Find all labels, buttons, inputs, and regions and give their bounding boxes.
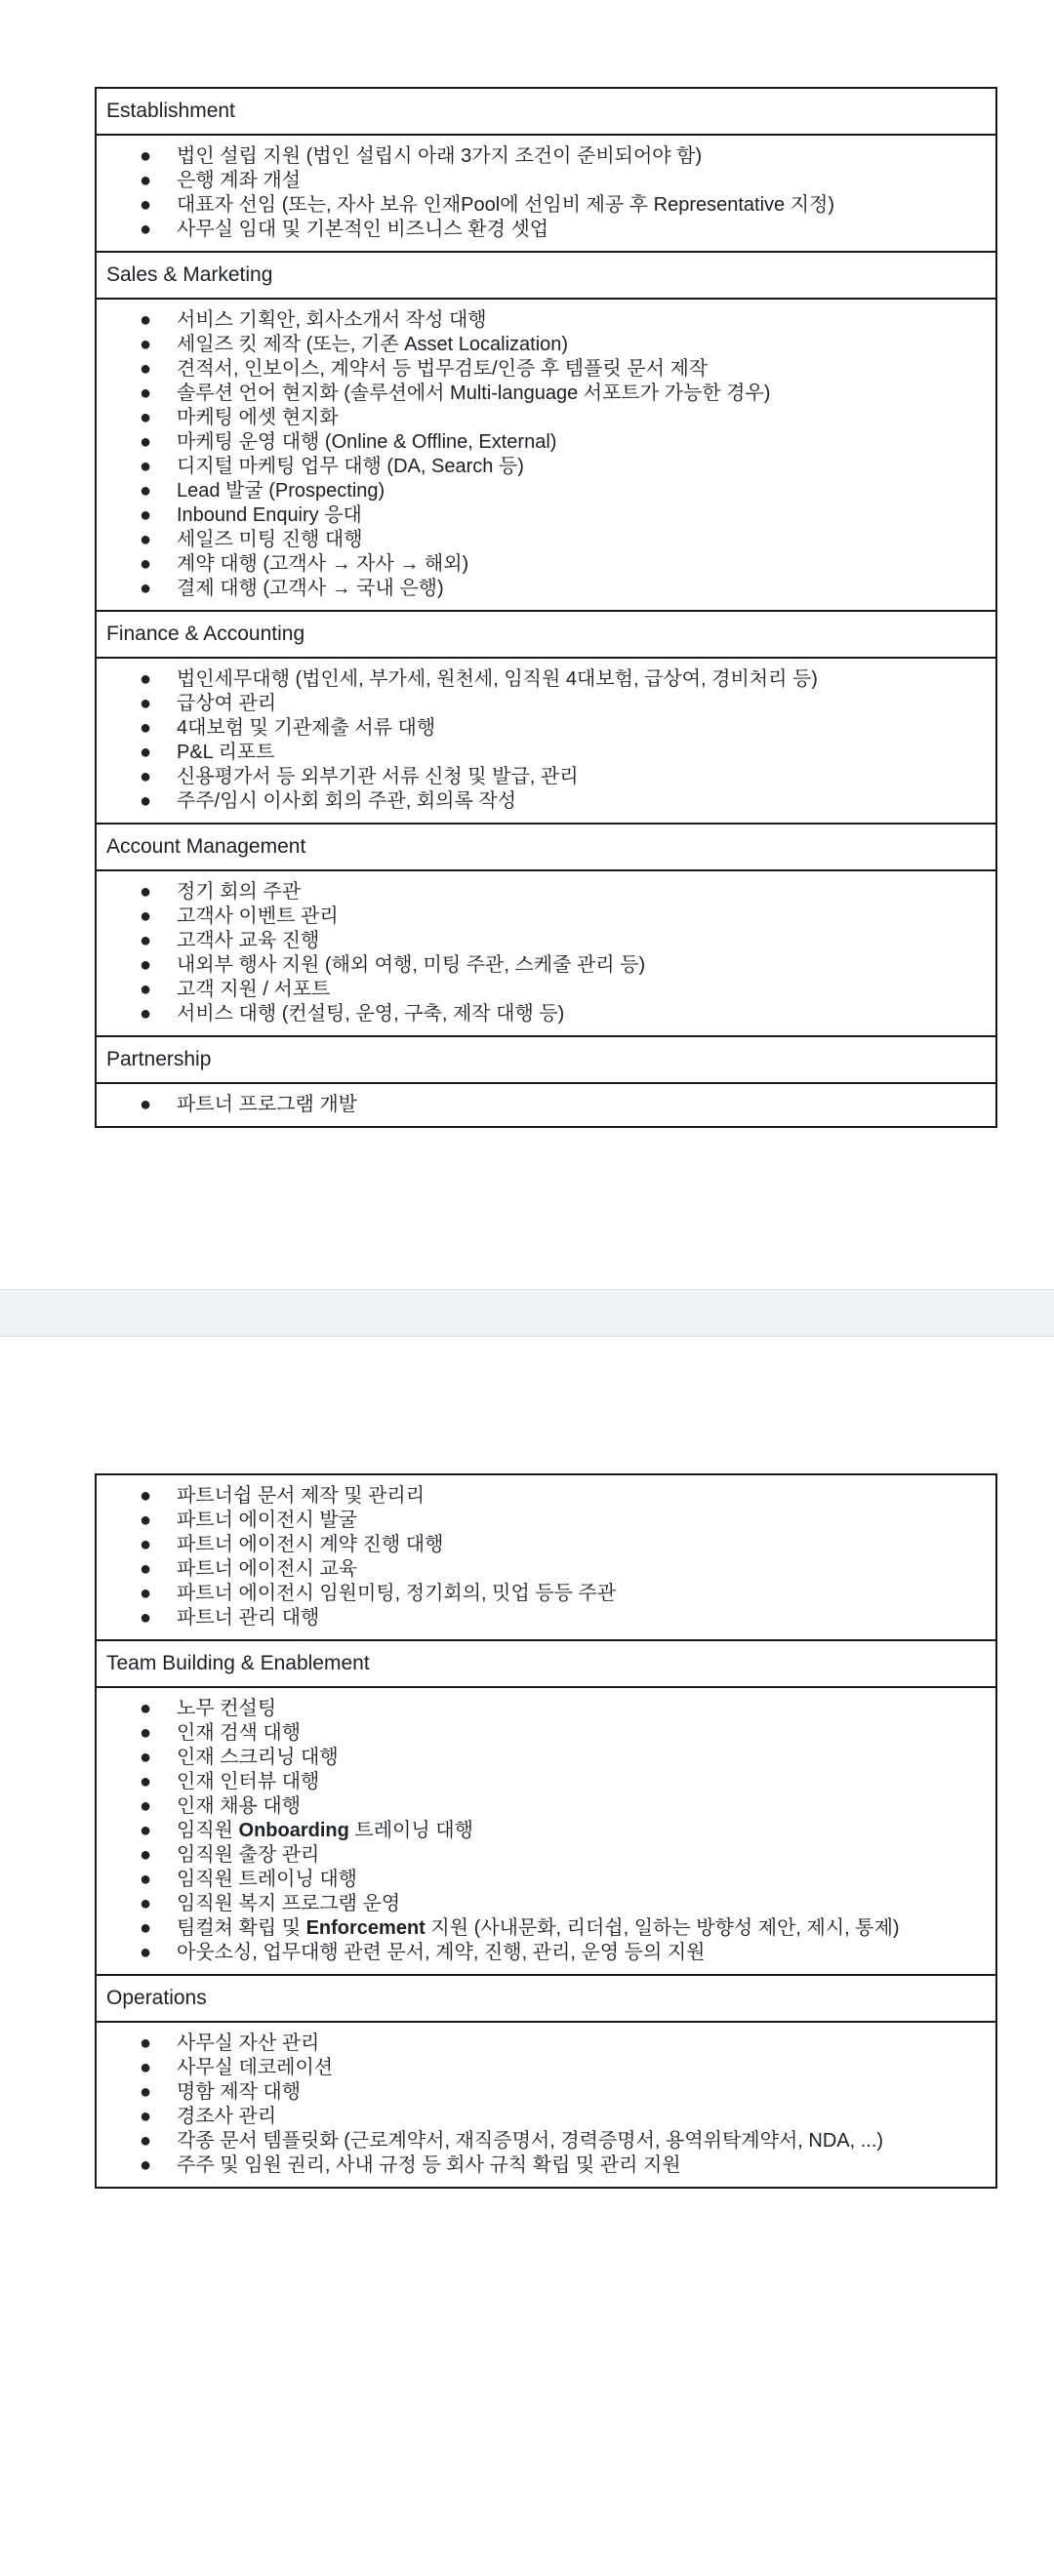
section-body-establishment: [97, 134, 995, 251]
list-item: [97, 1843, 995, 1868]
list-item: [97, 1746, 995, 1770]
list-item-text: 파트너쉽 문서 제작 및 관리리: [177, 1485, 426, 1507]
list-item-text: 파트너 에이전시 교육: [177, 1558, 357, 1580]
list-item-text: 정기 회의 주관: [177, 881, 302, 903]
list-item: [97, 1868, 995, 1892]
section-body-team-building-and-enablement: [97, 1686, 995, 1974]
bullet-icon: ●: [140, 1583, 152, 1604]
bullet-icon: ●: [140, 668, 152, 690]
bullet-icon: ●: [140, 170, 152, 191]
bullet-icon: ●: [140, 790, 152, 812]
list-item: [97, 528, 995, 552]
list-item: [97, 2153, 995, 2178]
list-item-text: 파트너 프로그램 개발: [177, 1094, 357, 1115]
list-item-text: 아웃소싱, 업무대행 관련 문서, 계약, 진행, 관리, 운영 등의 지원: [177, 1942, 706, 1963]
list-item-text: 법인 설립 지원 (법인 설립시 아래 3가지 조건이 준비되어야 함): [177, 145, 703, 167]
list-item-text: 임직원 트레이닝 대행: [177, 1869, 357, 1890]
list-item: [97, 1606, 995, 1630]
bullet-icon: ●: [140, 309, 152, 331]
bullet-icon: ●: [140, 979, 152, 1000]
list-item-text: 파트너 관리 대행: [177, 1607, 320, 1629]
list-item-bold-term: Enforcement: [305, 1917, 426, 1939]
operations-item-list: [97, 2032, 995, 2178]
list-item: [97, 479, 995, 503]
partnership-continued-item-list: [97, 1484, 995, 1630]
list-item: [97, 1557, 995, 1582]
list-item-text-part: 임직원: [177, 1820, 239, 1841]
bullet-icon: ●: [140, 504, 152, 526]
section-heading-sales-and-marketing: Sales & Marketing: [97, 251, 995, 298]
bullet-icon: ●: [140, 382, 152, 404]
list-item: [97, 406, 995, 430]
bullet-icon: ●: [140, 1607, 152, 1629]
bullet-icon: ●: [140, 1917, 152, 1939]
bullet-icon: ●: [140, 145, 152, 167]
list-item-text: 사무실 데코레이션: [177, 2057, 334, 2078]
list-item-text-part: 지원 (사내문화, 리더쉽, 일하는 방향성 제안, 제시, 통제): [425, 1917, 900, 1939]
bullet-icon: ●: [140, 334, 152, 355]
list-item-text: 고객사 이벤트 관리: [177, 906, 339, 927]
bullet-icon: ●: [140, 358, 152, 380]
list-item-text: 파트너 에이전시 발굴: [177, 1509, 357, 1531]
bullet-icon: ●: [140, 1747, 152, 1768]
list-item-text: 세일즈 미팅 진행 대행: [177, 529, 363, 550]
list-item-text: 각종 문서 템플릿화 (근로계약서, 재직증명서, 경력증명서, 용역위탁계약서, NDA, ...): [177, 2130, 884, 2152]
list-item-text: 명함 제작 대행: [177, 2081, 302, 2103]
bullet-icon: ●: [140, 1509, 152, 1531]
bullet-icon: ●: [140, 2154, 152, 2176]
section-heading-team-building-and-enablement: Team Building & Enablement: [97, 1639, 995, 1686]
list-item-text: 서비스 기획안, 회사소개서 작성 대행: [177, 309, 487, 331]
list-item: [97, 357, 995, 382]
bullet-icon: ●: [140, 1771, 152, 1792]
list-item: [97, 978, 995, 1002]
list-item-bold-term: Onboarding: [238, 1820, 349, 1841]
partnership-item-list: [97, 1093, 995, 1117]
list-item: [97, 1002, 995, 1026]
list-item-text: 주주 및 임원 권리, 사내 규정 등 회사 규칙 확립 및 관리 지원: [177, 2154, 681, 2176]
list-item: [97, 1533, 995, 1557]
list-item: [97, 193, 995, 218]
list-item-text: 사무실 임대 및 기본적인 비즈니스 환경 셋업: [177, 219, 549, 240]
section-heading-account-management: Account Management: [97, 823, 995, 869]
sales-and-marketing-item-list: [97, 308, 995, 601]
list-item: [97, 1819, 995, 1843]
list-item-text: [177, 1917, 900, 1939]
bullet-icon: ●: [140, 2057, 152, 2078]
bullet-icon: ●: [140, 1795, 152, 1817]
bullet-icon: ●: [140, 1869, 152, 1890]
bullet-icon: ●: [140, 693, 152, 714]
list-item-text: 파트너 에이전시 계약 진행 대행: [177, 1534, 444, 1555]
bullet-icon: ●: [140, 1698, 152, 1719]
list-item-text: 인재 검색 대행: [177, 1722, 302, 1744]
list-item-text: 4대보험 및 기관제출 서류 대행: [177, 717, 436, 739]
list-item-text: 마케팅 운영 대행 (Online & Offline, External): [177, 431, 557, 453]
list-item: [97, 953, 995, 978]
list-item-text: 마케팅 에셋 현지화: [177, 407, 339, 428]
bullet-icon: ●: [140, 1094, 152, 1115]
list-item: [97, 218, 995, 242]
list-item-text-part: 트레이닝 대행: [348, 1820, 473, 1841]
list-item-text: 경조사 관리: [177, 2106, 277, 2127]
list-item: [97, 789, 995, 814]
bullet-icon: ●: [140, 1558, 152, 1580]
list-item: [97, 905, 995, 929]
section-heading-finance-and-accounting: Finance & Accounting: [97, 610, 995, 657]
list-item: [97, 667, 995, 692]
list-item-text: 사무실 자산 관리: [177, 2033, 320, 2054]
list-item-text: P&L 리포트: [177, 742, 275, 763]
list-item: [97, 1582, 995, 1606]
list-item-text: 파트너 에이전시 임원미팅, 정기회의, 밋업 등등 주관: [177, 1583, 617, 1604]
list-item-text: 솔루션 언어 현지화 (솔루션에서 Multi-language 서포트가 가능한 경우): [177, 382, 771, 404]
section-body-account-management: [97, 869, 995, 1035]
list-item: [97, 1941, 995, 1965]
list-item-text: 고객사 교육 진행: [177, 930, 320, 951]
bullet-icon: ●: [140, 1722, 152, 1744]
list-item-text: 신용평가서 등 외부기관 서류 신청 및 발급, 관리: [177, 766, 579, 787]
account-management-item-list: [97, 880, 995, 1026]
list-item: [97, 716, 995, 741]
bullet-icon: ●: [140, 219, 152, 240]
section-body-finance-and-accounting: [97, 657, 995, 823]
list-item-text: 인재 인터뷰 대행: [177, 1771, 320, 1792]
list-item: [97, 169, 995, 193]
list-item: [97, 455, 995, 479]
list-item: [97, 2032, 995, 2056]
establishment-item-list: [97, 144, 995, 242]
list-item-text: Inbound Enquiry 응대: [177, 504, 362, 526]
list-item: [97, 1721, 995, 1746]
bullet-icon: ●: [140, 578, 152, 599]
bullet-icon: ●: [140, 480, 152, 502]
bullet-icon: ●: [140, 1003, 152, 1025]
list-item-text: 노무 컨설팅: [177, 1698, 277, 1719]
list-item: [97, 2129, 995, 2153]
list-item-text: 견적서, 인보이스, 계약서 등 법무검토/인증 후 템플릿 문서 제작: [177, 358, 709, 380]
bullet-icon: ●: [140, 2033, 152, 2054]
list-item-text: 급상여 관리: [177, 693, 277, 714]
bullet-icon: ●: [140, 1942, 152, 1963]
list-item: [97, 430, 995, 455]
bullet-icon: ●: [140, 2081, 152, 2103]
list-item: [97, 1916, 995, 1941]
bullet-icon: ●: [140, 1820, 152, 1841]
section-body-operations: [97, 2021, 995, 2187]
services-table-page-2: [95, 1473, 997, 2189]
list-item: [97, 333, 995, 357]
list-item-text: 주주/임시 이사회 회의 주관, 회의록 작성: [177, 790, 517, 812]
list-item-text: 고객 지원 / 서포트: [177, 979, 331, 1000]
finance-and-accounting-item-list: [97, 667, 995, 814]
bullet-icon: ●: [140, 407, 152, 428]
list-item: [97, 880, 995, 905]
list-item: [97, 1484, 995, 1509]
bullet-icon: ●: [140, 1485, 152, 1507]
list-item-text-part: 팀컬쳐 확립 및: [177, 1917, 306, 1939]
bullet-icon: ●: [140, 456, 152, 477]
list-item: [97, 1770, 995, 1794]
list-item-text: 인재 스크리닝 대행: [177, 1747, 339, 1768]
list-item-text: 결제 대행 (고객사 → 국내 은행): [177, 578, 444, 599]
bullet-icon: ●: [140, 930, 152, 951]
section-heading-establishment: Establishment: [106, 100, 235, 122]
document-page-2: [0, 1337, 1054, 2576]
bullet-icon: ●: [140, 881, 152, 903]
section-body-partnership: [97, 1082, 995, 1126]
team-building-and-enablement-item-list: [97, 1697, 995, 1965]
bullet-icon: ●: [140, 1893, 152, 1914]
bullet-icon: ●: [140, 1844, 152, 1866]
section-body-sales-and-marketing: [97, 298, 995, 610]
list-item-text: 디지털 마케팅 업무 대행 (DA, Search 등): [177, 456, 524, 477]
list-item-text: 임직원 복지 프로그램 운영: [177, 1893, 401, 1914]
bullet-icon: ●: [140, 954, 152, 976]
list-item-text: 서비스 대행 (컨설팅, 운영, 구축, 제작 대행 등): [177, 1003, 565, 1025]
list-item: [97, 503, 995, 528]
section-heading-operations: Operations: [97, 1974, 995, 2021]
list-item: [97, 1697, 995, 1721]
bullet-icon: ●: [140, 553, 152, 575]
section-body-partnership-continued: [97, 1475, 995, 1639]
list-item: [97, 1093, 995, 1117]
list-item: [97, 1892, 995, 1916]
bullet-icon: ●: [140, 742, 152, 763]
list-item: [97, 741, 995, 765]
list-item: [97, 382, 995, 406]
list-item: [97, 552, 995, 577]
bullet-icon: ●: [140, 1534, 152, 1555]
section-heading-partnership: Partnership: [97, 1035, 995, 1082]
list-item-text: 인재 채용 대행: [177, 1795, 302, 1817]
list-item: [97, 144, 995, 169]
list-item: [97, 692, 995, 716]
list-item-text: 임직원 출장 관리: [177, 1844, 320, 1866]
list-item-text: Lead 발굴 (Prospecting): [177, 480, 385, 502]
list-item: [97, 2105, 995, 2129]
services-table-page-1: [95, 87, 997, 1128]
list-item: [97, 308, 995, 333]
list-item-text: 대표자 선임 (또는, 자사 보유 인재Pool에 선임비 제공 후 Representative 지정): [177, 194, 835, 216]
bullet-icon: ●: [140, 906, 152, 927]
list-item: [97, 1509, 995, 1533]
list-item: [97, 1794, 995, 1819]
list-item-text: 은행 계좌 개설: [177, 170, 302, 191]
list-item-text: 세일즈 킷 제작 (또는, 기존 Asset Localization): [177, 334, 569, 355]
list-item: [97, 577, 995, 601]
list-item-text: [177, 1820, 473, 1841]
bullet-icon: ●: [140, 717, 152, 739]
bullet-icon: ●: [140, 529, 152, 550]
list-item: [97, 2080, 995, 2105]
bullet-icon: ●: [140, 2106, 152, 2127]
bullet-icon: ●: [140, 194, 152, 216]
bullet-icon: ●: [140, 2130, 152, 2152]
list-item: [97, 2056, 995, 2080]
list-item-text: 법인세무대행 (법인세, 부가세, 원천세, 임직원 4대보험, 급상여, 경비처리 등): [177, 668, 818, 690]
list-item-text: 계약 대행 (고객사 → 자사 → 해외): [177, 553, 469, 575]
bullet-icon: ●: [140, 766, 152, 787]
list-item: [97, 765, 995, 789]
bullet-icon: ●: [140, 431, 152, 453]
page-gap: [0, 1289, 1054, 1337]
list-item-text: 내외부 행사 지원 (해외 여행, 미팅 주관, 스케줄 관리 등): [177, 954, 646, 976]
list-item: [97, 929, 995, 953]
